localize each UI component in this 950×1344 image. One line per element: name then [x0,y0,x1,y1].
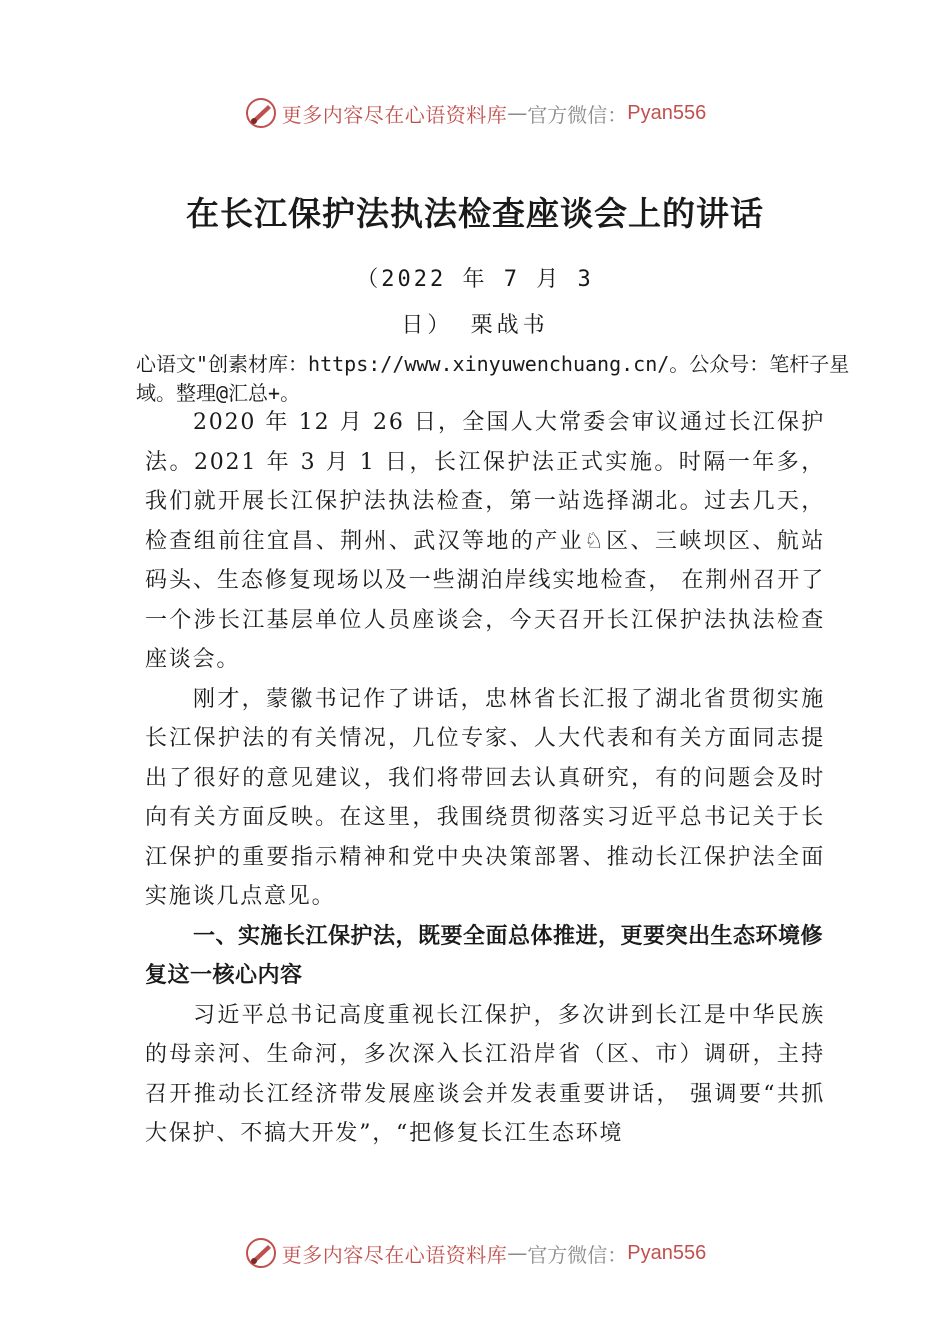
brush-logo-icon [244,96,278,130]
section-heading: 一、实施长江保护法，既要全面总体推进，更要突出生态环境修复这一核心内容 [145,923,824,988]
banner-separator: — [507,1241,528,1265]
footer-watermark-banner [0,1233,950,1273]
banner-wechat-label: 官方微信： [527,1242,628,1267]
document-body [145,403,825,1154]
document-title: 在长江保护法执法检查座谈会上的讲话 [186,194,764,233]
banner-brand-text: 更多内容尽在心语资料库 [281,102,508,127]
source-note: 心语文"创素材库：https://www.xinyuwenchuang.cn/。公众号：笔杆子星域。整理@汇总+。 [136,352,850,405]
banner-brand-text: 更多内容尽在心语资料库 [281,1242,508,1267]
paragraph: 习近平总书记高度重视长江保护，多次讲到长江是中华民族的母亲河、生命河，多次深入长江沿岸省（区、市）调研，主持召开推动长江经济带发展座谈会并发表重要讲话， 强调要“共抓大保护、不搞大开发”，“把修复长江生态环境 [145,1002,825,1146]
brush-logo-icon [244,1236,278,1270]
banner-separator: — [507,101,528,125]
document-author: 日） 栗战书 [401,313,549,338]
document-date: （2022 年 7 月 3 [356,267,594,292]
banner-wechat-handle: Pyan556 [627,101,707,124]
header-watermark-banner [0,93,950,133]
paragraph: 2020 年 12 月 26 日，全国人大常委会审议通过长江保护法。2021 年 3 月 1 日，长江保护法正式实施。时隔一年多，我们就开展长江保护法执法检查，第一站选择湖北。过去几天，检查组前往宜昌、荆州、武汉等地的产业♘区、三峡坝区、航站码头、生态修复现场以及一些湖泊岸线实地检查， 在荆州召开了一个涉长江基层单位人员座谈会，今天召开长江保护法执法检查座谈会。 [145,410,825,672]
banner-wechat-label: 官方微信： [527,102,628,127]
paragraph: 刚才，蒙徽书记作了讲话，忠林省长汇报了湖北省贯彻实施长江保护法的有关情况，几位专家、人大代表和有关方面同志提出了很好的意见建议，我们将带回去认真研究，有的问题会及时向有关方面反映。在这里，我围绕贯彻落实习近平总书记关于长江保护的重要指示精神和党中央决策部署、推动长江保护法全面实施谈几点意见。 [145,686,825,909]
banner-wechat-handle: Pyan556 [627,1241,707,1264]
